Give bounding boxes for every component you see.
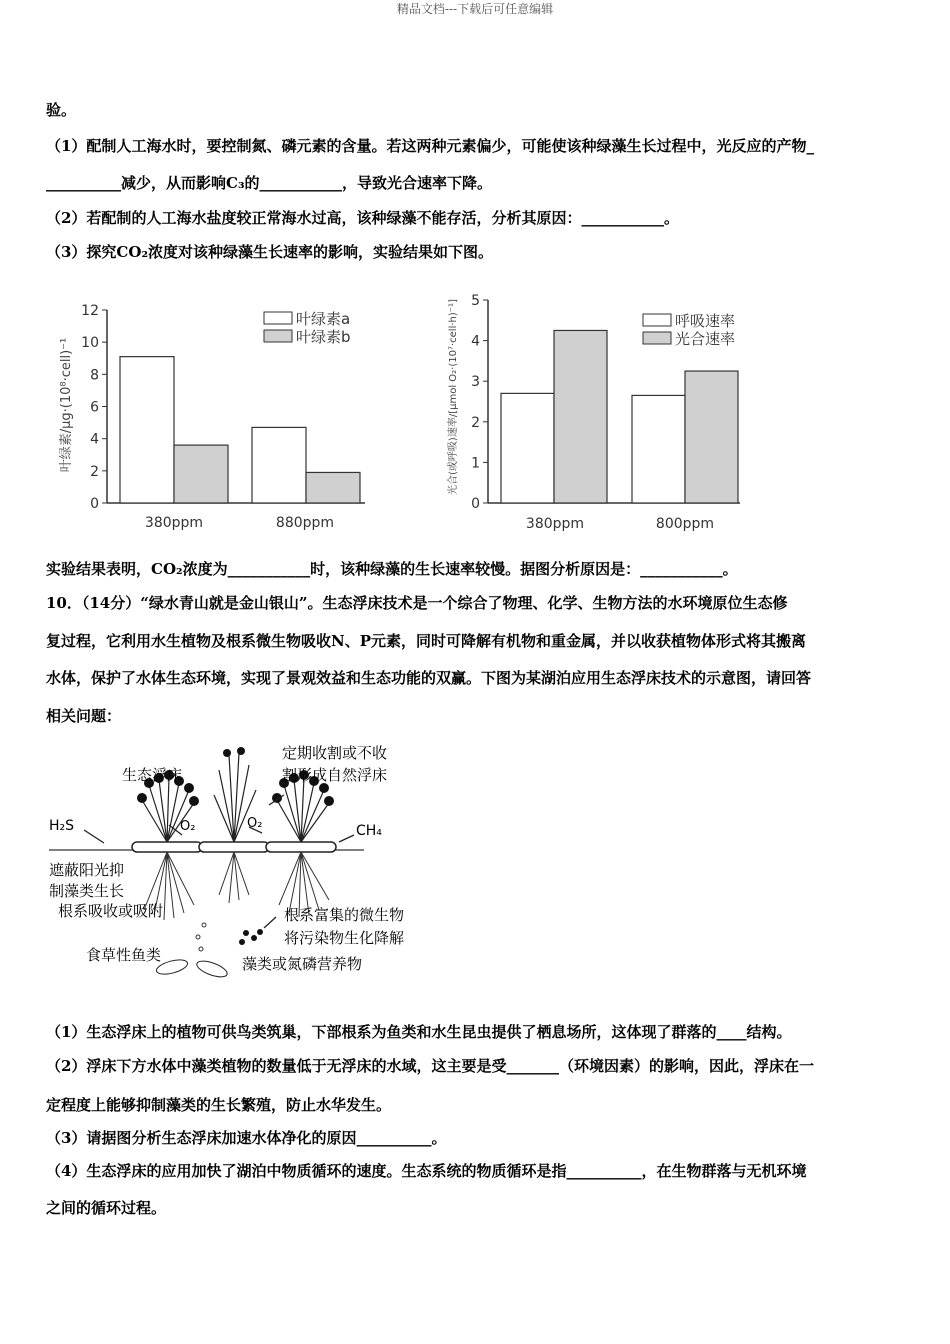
label-harvest-2: 割形成自然浮床 [282, 766, 388, 784]
chart1-ytick-label: 6 [90, 399, 99, 416]
chart1-ytick-label: 4 [90, 431, 99, 448]
label-o2-2: O₂ [247, 816, 263, 831]
chart1-legend-a: 叶绿素a [296, 310, 351, 328]
bed-platform [266, 842, 336, 852]
chart1-ytick-label: 8 [90, 367, 99, 384]
chart1-ytick-label: 12 [81, 303, 99, 319]
chart1-xtick-1: 880ppm [275, 515, 335, 531]
chart2-legend-resp: 呼吸速率 [675, 312, 736, 330]
text-line: 相关问题： [46, 707, 122, 725]
chart1-bar-880ppm-叶绿素b [306, 472, 360, 503]
chart2-bar-380ppm-呼吸速率 [501, 393, 554, 503]
chart1-ytick-label: 0 [90, 496, 99, 512]
bed-platform [132, 842, 202, 852]
text-line: __________减少，从而影响C₃的___________，导致光合速率下降。 [46, 174, 493, 192]
text-line: 复过程，它利用水生植物及根系微生物吸收N、P元素，同时可降解有机物和重金属，并以收获植物体形式将其搬离 [46, 632, 806, 650]
text-line: 水体，保护了水体生态环境，实现了景观效益和生态功能的双赢。下图为某湖泊应用生态浮床技术的示意图，请回答 [46, 669, 812, 687]
floating-bed-diagram [44, 735, 444, 990]
text-line: 定程度上能够抑制藻类的生长繁殖，防止水华发生。 [46, 1096, 392, 1114]
chart2-bar-800ppm-呼吸速率 [632, 395, 685, 503]
photosynthesis-chart [440, 285, 770, 540]
chart2-ytick-label: 4 [471, 333, 480, 350]
text-line: （1）配制人工海水时，要控制氮、磷元素的含量。若这两种元素偏少，可能使该种绿藻生长过程中，光反应的产物_ [46, 137, 814, 155]
label-h2s: H₂S [49, 818, 75, 834]
fish-icon [195, 958, 229, 980]
label-shade-2: 制藻类生长 [49, 882, 125, 900]
chart1-bar-880ppm-叶绿素a [252, 427, 306, 503]
chart2-xtick-0: 380ppm [525, 516, 585, 532]
chart1-bar-380ppm-叶绿素b [174, 445, 228, 503]
label-floating-bed: 生态浮床 [122, 766, 183, 784]
text-line: （1）生态浮床上的植物可供鸟类筑巢，下部根系为鱼类和水生昆虫提供了栖息场所，这体现了群落的____结构。 [46, 1023, 792, 1041]
chart2-ytick-label: 1 [471, 455, 480, 472]
text-line: 之间的循环过程。 [46, 1199, 167, 1217]
label-root-absorb: 根系吸收或吸附 [58, 902, 164, 920]
text-line: （4）生态浮床的应用加快了湖泊中物质循环的速度。生态系统的物质循环是指__________，在生物群落与无机环境 [46, 1162, 807, 1180]
text-line: 验。 [46, 101, 77, 119]
text-line: 实验结果表明，CO₂浓度为___________时，该种绿藻的生长速率较慢。据图分析原因是：___________。 [46, 560, 738, 578]
chlorophyll-chart [50, 295, 380, 540]
chart2-legend-photo: 光合速率 [675, 330, 736, 348]
chart1-ylabel: 叶绿素/μg·(10⁸·cell)⁻¹ [59, 337, 74, 473]
chart1-ytick-label: 2 [90, 463, 99, 480]
chart2-ytick-label: 5 [471, 293, 480, 309]
chart1-bar-380ppm-叶绿素a [120, 357, 174, 503]
label-harvest: 定期收割或不收 [282, 744, 388, 762]
label-ch4: CH₄ [356, 823, 382, 839]
label-microbes-2: 将污染物生化降解 [284, 929, 405, 947]
label-fish: 食草性鱼类 [86, 946, 162, 964]
text-line: （2）浮床下方水体中藻类植物的数量低于无浮床的水域，这主要是受_______（环境因素）的影响，因此，浮床在一 [46, 1057, 814, 1075]
chart1-legend-b: 叶绿素b [296, 328, 351, 346]
label-algae: 藻类或氮磷营养物 [242, 955, 363, 973]
algae-icon [239, 929, 263, 945]
chart2-bar-800ppm-光合速率 [685, 371, 738, 503]
chart2-ytick-label: 3 [471, 374, 480, 391]
chart2-ylabel: 光合(或呼吸)速率/[μmol O₂·(10⁷·cell·h)⁻¹] [448, 299, 459, 495]
chart2-ytick-label: 2 [471, 414, 480, 431]
chart2-ytick-label: 0 [471, 496, 480, 512]
text-line: 10．（14分）“绿水青山就是金山银山”。生态浮床技术是一个综合了物理、化学、生物方法的水环境原位生态修 [46, 594, 788, 612]
chart2-xtick-1: 800ppm [655, 516, 715, 532]
bed-platform [199, 842, 269, 852]
page-header: 精品文档---下载后可任意编辑 [396, 2, 554, 16]
text-line: （2）若配制的人工海水盐度较正常海水过高，该种绿藻不能存活，分析其原因：___________。 [46, 209, 679, 227]
chart2-bar-380ppm-光合速率 [554, 330, 607, 503]
chart1-ytick-label: 10 [81, 335, 99, 352]
chart1-xtick-0: 380ppm [144, 515, 204, 531]
text-line: （3）请据图分析生态浮床加速水体净化的原因__________。 [46, 1129, 447, 1147]
label-microbes: 根系富集的微生物 [284, 906, 405, 924]
text-line: （3）探究CO₂浓度对该种绿藻生长速率的影响，实验结果如下图。 [46, 243, 494, 261]
label-shade: 遮蔽阳光抑 [49, 861, 125, 879]
label-o2-1: O₂ [180, 819, 196, 834]
